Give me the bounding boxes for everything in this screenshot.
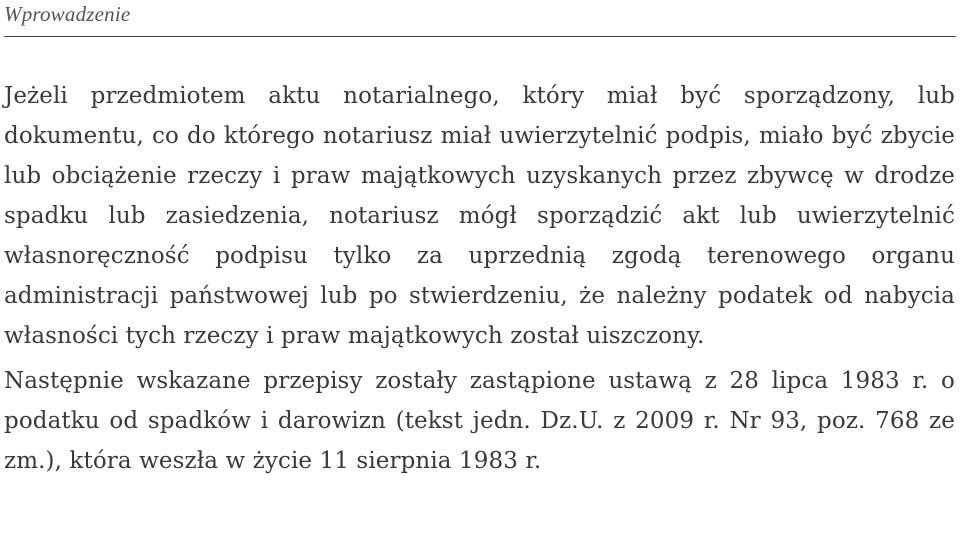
- header-divider: [4, 36, 956, 37]
- running-header: Wprowadzenie: [4, 2, 131, 26]
- paragraph-2: Następnie wskazane przepisy zostały zastąpione ustawą z 28 lipca 1983 r. o podatku od spadków i darowizn (tekst jedn. Dz.U. z 2009 r. Nr 93, poz. 768 ze zm.), która weszła w życie 11 sierpnia 1983 r.: [4, 368, 955, 474]
- document-body: [4, 76, 955, 481]
- paragraph-1: Jeżeli przedmiotem aktu notarialnego, który miał być sporządzony, lub dokumentu, co do którego notariusz miał uwierzytelnić podpis, miało być zbycie lub obciążenie rzeczy i praw majątkowych uzyskanych przez zbywcę w drodze spadku lub zasiedzenia, notariusz mógł sporządzić akt lub uwierzytelnić własnoręczność podpisu tylko za uprzednią zgodą terenowego organu administracji państwowej lub po stwierdzeniu, że należny podatek od nabycia własności tych rzeczy i praw majątkowych został uiszczony.: [4, 83, 955, 349]
